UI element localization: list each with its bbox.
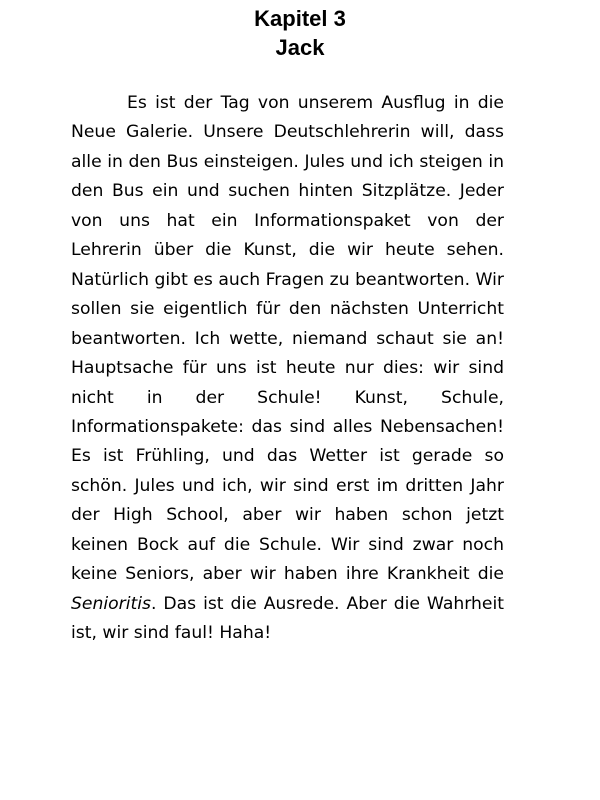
paragraph-text-part2: . Das ist die Ausrede. Aber die Wahrheit ist, wir sind faul! Haha! bbox=[71, 593, 504, 644]
body-paragraph bbox=[71, 89, 504, 649]
chapter-title: Jack bbox=[275, 35, 325, 60]
chapter-heading bbox=[0, 0, 600, 62]
chapter-number: Kapitel 3 bbox=[254, 6, 346, 31]
italic-term-senioritis: Senioritis bbox=[71, 593, 151, 614]
paragraph-text-part1: Es ist der Tag von unserem Ausflug in die Neue Galerie. Unsere Deutschlehrerin will, dass alle in den Bus einsteigen. Jules und ich steigen in den Bus ein und suchen hinten Sitzplätze. Jeder von uns hat ein Informationspaket von der Lehrerin über die Kunst, die wir heute sehen. Natürlich gibt es auch Fragen zu beantworten. Wir sollen sie eigentlich für den nächsten Unterricht beantworten. Ich wette, niemand schaut sie an! Hauptsache für uns ist heute nur dies: wir sind nicht in der Schule! Kunst, Schule, Informationspakete: das sind alles Nebensachen! Es ist Frühling, und das Wetter ist gerade so schön. Jules und ich, wir sind erst im dritten Jahr der High School, aber wir haben schon jetzt keinen Bock auf die Schule. Wir sind zwar noch keine Seniors, aber wir haben ihre Krankheit die bbox=[71, 93, 504, 585]
